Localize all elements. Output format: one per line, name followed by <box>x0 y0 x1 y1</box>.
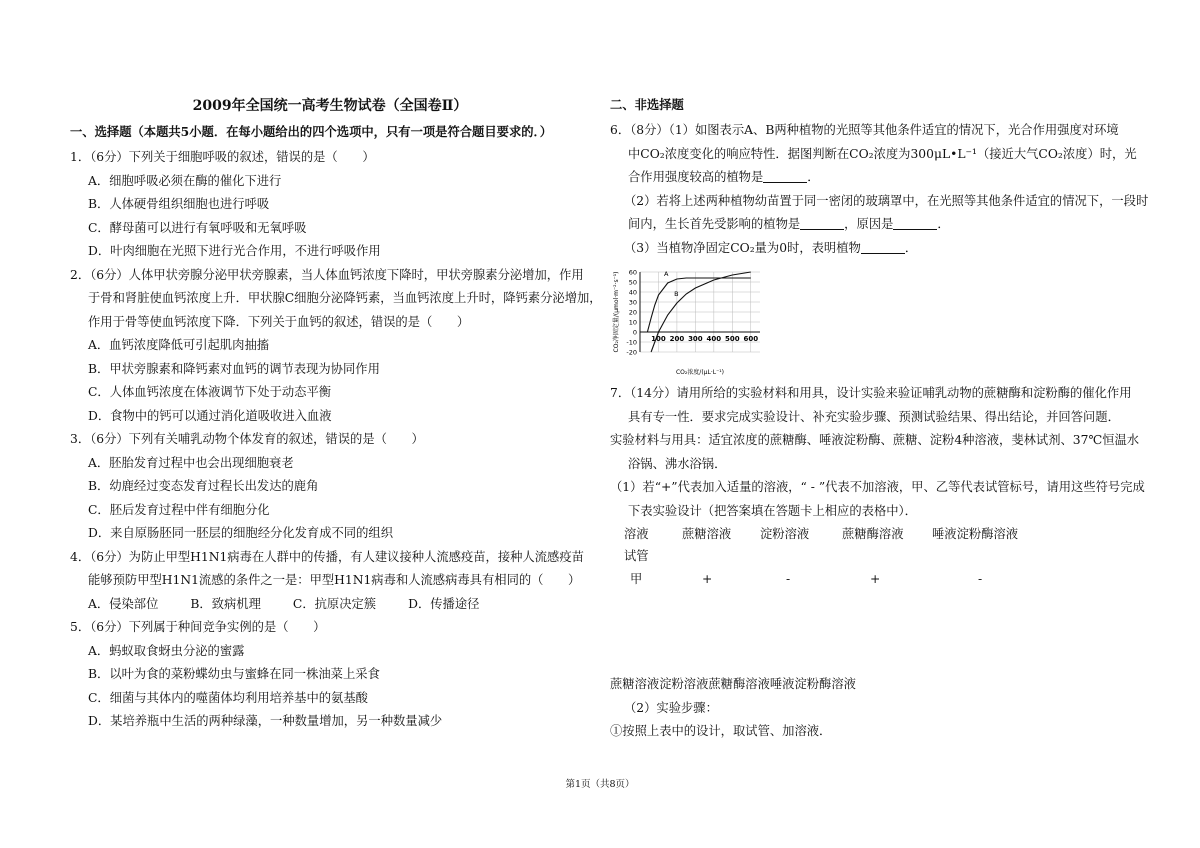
y-tick-label: 40 <box>628 288 637 297</box>
x-tick-label: 600 <box>743 335 759 343</box>
q5-option-b: B．以叶为食的菜粉蝶幼虫与蜜蜂在同一株油菜上采食 <box>88 667 380 681</box>
q4-option-c: C．抗原决定簇 <box>292 596 377 611</box>
table-header-cell: 蔗糖酶溶液 <box>842 527 904 541</box>
table-header-cell: 唾液淀粉酶溶液 <box>932 527 1019 541</box>
section1-heading: 一、选择题（本题共5小题．在每小题给出的四个选项中，只有一项是符合题目要求的．） <box>70 124 552 139</box>
q5-option-c: C．细菌与其体内的噬菌体均利用培养基中的氨基酸 <box>88 690 368 705</box>
q2-option-d: D．食物中的钙可以通过消化道吸收进入血液 <box>88 408 332 423</box>
q2-stem-line2: 于骨和肾脏使血钙浓度上升．甲状腺C细胞分泌降钙素，当血钙浓度上升时，降钙素分泌增加， <box>88 291 602 305</box>
y-tick-label: -20 <box>626 348 637 357</box>
q1-stem: 1．（6分）下列关于细胞呼吸的叙述，错误的是（ ） <box>70 150 375 164</box>
q3-option-d: D．来自原肠胚同一胚层的细胞经分化发育成不同的组织 <box>88 526 393 540</box>
q7-line1: 7．（14分）请用所给的实验材料和用具，设计实验来验证哺乳动物的蔗糖酶和淀粉酶的催化作用 <box>610 386 1132 400</box>
q1-option-a: A．细胞呼吸必须在酶的催化下进行 <box>88 173 282 188</box>
x-axis-label: CO₂浓度/(μL·L⁻¹) <box>675 369 725 376</box>
page-title: 2009年全国统一高考生物试卷（全国卷Ⅱ） <box>192 98 468 114</box>
x-tick-label: 500 <box>724 335 740 343</box>
q4-option-a: A．侵染部位 <box>88 596 159 611</box>
q1-option-b: B．人体硬骨组织细胞也进行呼吸 <box>88 197 270 211</box>
q3-option-c: C．胚后发育过程中伴有细胞分化 <box>88 502 270 517</box>
table-cell: - <box>786 572 791 586</box>
q7-part2: （2）实验步骤： <box>624 700 718 715</box>
q3-stem: 3．（6分）下列有关哺乳动物个体发育的叙述，错误的是（ ） <box>70 432 424 446</box>
q6-line1: 6．（8分）（1）如图表示A、B两种植物的光照等其他条件适宜的情况下，光合作用强度对环境 <box>610 123 1119 137</box>
q6-part2-line2: 间内，生长首先受影响的植物是 ，原因是 ． <box>628 217 950 231</box>
section2-heading: 二、非选择题 <box>610 97 684 112</box>
y-tick-label: 60 <box>628 268 637 277</box>
q1-option-c: C．酵母菌可以进行有氧呼吸和无氧呼吸 <box>88 220 307 235</box>
answer-blank <box>763 170 807 183</box>
q5-option-d: D．某培养瓶中生活的两种绿藻，一种数量增加，另一种数量减少 <box>88 714 443 728</box>
q4-stem-line2: 能够预防甲型H1N1流感的条件之一是：甲型H1N1病毒和人流感病毒具有相同的（ ） <box>88 573 581 587</box>
y-tick-label: 50 <box>628 278 637 287</box>
q7-materials-line2: 浴锅、沸水浴锅． <box>628 456 727 471</box>
q7-step1: ①按照上表中的设计，取试管、加溶液． <box>610 724 832 738</box>
q6-line2: 中CO₂浓度变化的响应特性．据图判断在CO₂浓度为300μL•L⁻¹（接近大气CO₂浓度）时，光 <box>628 146 1137 161</box>
table-header-cell: 溶液 <box>624 527 649 541</box>
q2-stem-line3: 作用于骨等使血钙浓度下降．下列关于血钙的叙述，错误的是（ ） <box>88 314 470 329</box>
y-tick-label: 0 <box>632 328 637 337</box>
x-tick-label: 300 <box>688 335 703 343</box>
q7-part1-line1: （1）若“+”代表加入适量的溶液，“ - ”代表不加溶液，甲、乙等代表试管标号，请用这些符号完成 <box>610 480 1145 494</box>
x-tick-label: 400 <box>706 335 722 343</box>
q7-materials-line1: 实验材料与用具：适宜浓度的蔗糖酶、唾液淀粉酶、蔗糖、淀粉4种溶液，斐林试剂、37℃恒温水 <box>610 433 1140 447</box>
series-label-A: A <box>664 270 669 278</box>
q6-part3: （3）当植物净固定CO₂量为0时，表明植物 ． <box>624 240 918 255</box>
q4-options <box>70 593 590 617</box>
table-cell: - <box>978 572 983 586</box>
page-footer: 第1页（共8页） <box>565 779 635 790</box>
co2-fixation-chart <box>610 266 770 378</box>
q2-option-a: A．血钙浓度降低可引起肌肉抽搐 <box>88 338 270 352</box>
experiment-table-header <box>624 523 1135 567</box>
q2-option-c: C．人体血钙浓度在体液调节下处于动态平衡 <box>88 385 332 399</box>
q4-option-d: D．传播途径 <box>408 596 480 611</box>
q1-option-d: D．叶肉细胞在光照下进行光合作用，不进行呼吸作用 <box>88 244 381 258</box>
table-header-cell: 试管 <box>624 549 649 563</box>
x-tick-label: 200 <box>669 335 685 343</box>
q3-option-b: B．幼鹿经过变态发育过程长出发达的鹿角 <box>88 479 319 493</box>
y-tick-label: -10 <box>626 338 637 347</box>
q2-stem-line1: 2．（6分）人体甲状旁腺分泌甲状旁腺素，当人体血钙浓度下降时，甲状旁腺素分泌增加，作用 <box>70 267 584 282</box>
q3-option-a: A．胚胎发育过程中也会出现细胞衰老 <box>88 455 294 470</box>
table-cell: 甲 <box>630 572 643 586</box>
series-label-B: B <box>674 290 679 298</box>
table-header-cell: 蔗糖溶液 <box>682 527 732 541</box>
q6-part2-line1: （2）若将上述两种植物幼苗置于同一密闭的玻璃罩中，在光照等其他条件适宜的情况下，一段时 <box>624 193 1149 208</box>
y-axis-label: CO₂净固定量/(μmol·m⁻²·s⁻¹) <box>613 271 620 353</box>
experiment-table-row <box>624 567 1135 591</box>
x-tick-label: 100 <box>651 335 666 343</box>
q5-option-a: A．蚂蚁取食蚜虫分泌的蜜露 <box>88 643 245 658</box>
right-column <box>610 95 1149 744</box>
y-tick-label: 30 <box>628 298 637 307</box>
answer-blank <box>893 217 937 230</box>
table-header-cell: 淀粉溶液 <box>760 527 810 541</box>
y-tick-label: 10 <box>628 318 637 327</box>
answer-blank <box>800 217 844 230</box>
y-tick-label: 20 <box>628 308 637 317</box>
q7-part1-line2: 下表实验设计（把答案填在答题卡上相应的表格中）． <box>628 503 917 518</box>
q6-line3: 合作用强度较高的植物是 ． <box>628 170 820 184</box>
q7-line2: 具有专一性．要求完成实验设计、补充实验步骤、预测试验结果、得出结论，并回答问题． <box>628 409 1120 424</box>
q5-stem: 5．（6分）下列属于种间竞争实例的是（ ） <box>70 620 326 634</box>
table-cell: + <box>870 572 881 586</box>
q2-option-b: B．甲状旁腺素和降钙素对血钙的调节表现为协同作用 <box>88 361 380 376</box>
table-cell: + <box>702 572 713 586</box>
left-column <box>70 95 602 734</box>
q4-option-b: B．致病机理 <box>190 596 261 611</box>
q4-stem-line1: 4．（6分）为防止甲型H1N1病毒在人群中的传播，有人建议接种人流感疫苗，接种人流感疫苗 <box>70 549 584 564</box>
answer-blank <box>861 241 905 254</box>
q7-table-text: 蔗糖溶液淀粉溶液蔗糖酶溶液唾液淀粉酶溶液 <box>610 677 856 691</box>
